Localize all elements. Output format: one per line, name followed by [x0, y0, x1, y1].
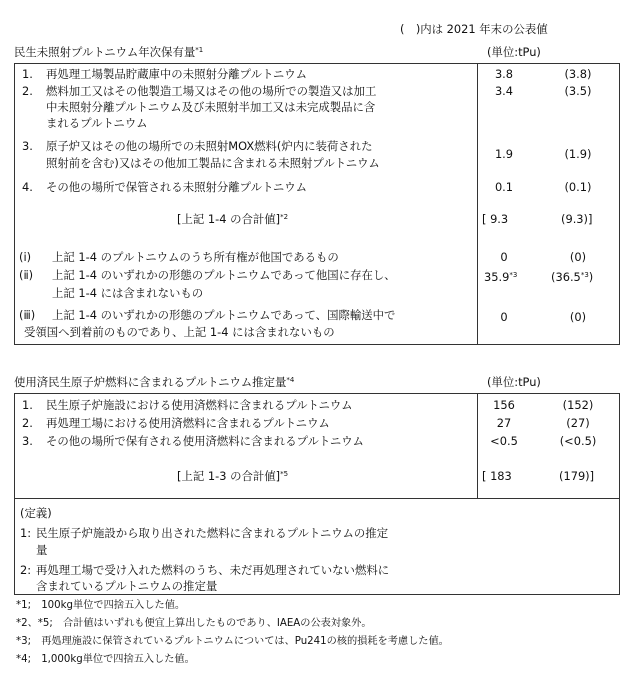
s2-item3-prev: (<0.5)	[559, 434, 597, 448]
footnote-2: *2、*5; 合計値はいずれも便宜上算出したものであり、IAEAの公表対象外。	[16, 618, 372, 629]
header-note: ( )内は 2021 年末の公表値	[400, 22, 548, 36]
section1-divider	[477, 64, 478, 344]
s1-sub1-line1: 上記 1-4 のプルトニウムのうち所有権が他国であるもの	[52, 250, 339, 264]
s2-total-prev: (179)]	[559, 469, 595, 483]
def1-num: 1:	[20, 526, 32, 540]
s1-sub2-line2: 上記 1-4 には含まれないもの	[52, 286, 204, 300]
s1-item3-num: 3.	[22, 139, 33, 153]
s2-item3-line1: その他の場所で保有される使用済燃料に含まれるプルトニウム	[46, 434, 364, 448]
footnote-3: *3; 再処理施設に保管されているプルトニウムについては、Pu241の核的損耗を考慮した値。	[16, 636, 449, 647]
s1-total-prev: (9.3)]	[561, 212, 593, 226]
def2-line1: 再処理工場で受け入れた燃料のうち、未だ再処理されていない燃料に	[36, 563, 390, 577]
s1-item3-line2: 照射前を含む)又はその他加工製品に含まれる未照射プルトニウム	[46, 156, 380, 170]
s2-item1-value: 156	[493, 398, 515, 412]
def1-line2: 量	[36, 543, 48, 557]
s1-item1-prev: (3.8)	[564, 67, 592, 81]
footnote-1: *1; 100kg単位で四捨五入した値。	[16, 600, 186, 611]
def1-line1: 民生原子炉施設から取り出された燃料に含まれるプルトニウムの推定	[36, 526, 389, 540]
s1-total-label: [上記 1-4 の合計値]$^{*2}$	[177, 212, 289, 226]
s2-total-value: [ 183	[482, 469, 512, 483]
s1-item4-prev: (0.1)	[564, 180, 592, 194]
s1-item4-value: 0.1	[494, 180, 514, 194]
s1-item2-line2: 中未照射分離プルトニウム及び未照射半加工又は未完成製品に含	[46, 100, 376, 114]
s1-item1-line1: 再処理工場製品貯蔵庫中の未照射分離プルトニウム	[46, 67, 307, 81]
s1-sub2-num: (ⅱ)	[19, 268, 34, 282]
s1-sub3-prev: (0)	[569, 310, 587, 324]
s2-item2-num: 2.	[22, 416, 33, 430]
section2-hline	[15, 498, 619, 499]
s2-item1-num: 1.	[22, 398, 33, 412]
s1-item2-line1: 燃料加工又はその他製造工場又はその他の場所での製造又は加工	[46, 84, 377, 98]
s1-item2-line3: まれるプルトニウム	[46, 116, 148, 130]
s1-sub3-line1: 上記 1-4 のいずれかの形態のプルトニウムであって、国際輸送中で	[52, 308, 396, 322]
s1-item1-value: 3.8	[494, 67, 514, 81]
s1-sub3-num: (ⅲ)	[19, 308, 36, 322]
s1-item4-num: 4.	[22, 180, 33, 194]
s2-item1-prev: (152)	[562, 398, 594, 412]
s1-sub2-value: 35.9$^{*3}$	[484, 270, 518, 284]
s2-item2-value: 27	[496, 416, 512, 430]
s1-item2-prev: (3.5)	[564, 84, 592, 98]
section2-title: 使用済民生原子炉燃料に含まれるプルトニウム推定量$^{*4}$	[14, 375, 295, 389]
footnote-4: *4; 1,000kg単位で四捨五入した値。	[16, 654, 195, 665]
s1-total-value: [ 9.3	[482, 212, 509, 226]
section2-unit: (単位:tPu)	[487, 375, 541, 389]
s1-sub1-value: 0	[500, 250, 508, 264]
s1-item3-prev: (1.9)	[564, 147, 592, 161]
section1-unit: (単位:tPu)	[487, 45, 541, 59]
s1-item1-num: 1.	[22, 67, 33, 81]
s2-item3-num: 3.	[22, 434, 33, 448]
def2-num: 2:	[20, 563, 32, 577]
s2-total-label: [上記 1-3 の合計値]$^{*5}$	[177, 469, 289, 483]
section2-divider	[477, 394, 478, 498]
s1-sub2-prev: (36.5$^{*3}$)	[551, 270, 594, 284]
s1-item2-value: 3.4	[494, 84, 514, 98]
def2-line2: 含まれているプルトニウムの推定量	[36, 579, 218, 593]
s2-item2-prev: (27)	[566, 416, 590, 430]
s1-sub2-line1: 上記 1-4 のいずれかの形態のプルトニウムであって他国に存在し、	[52, 268, 396, 282]
definition-heading: (定義)	[20, 506, 52, 520]
s2-item2-line1: 再処理工場における使用済燃料に含まれるプルトニウム	[46, 416, 330, 430]
s2-item1-line1: 民生原子炉施設における使用済燃料に含まれるプルトニウム	[46, 398, 353, 412]
s1-sub1-num: (ⅰ)	[19, 250, 32, 264]
s1-item2-num: 2.	[22, 84, 33, 98]
s1-item4-line1: その他の場所で保管される未照射分離プルトニウム	[46, 180, 307, 194]
section1-title: 民生未照射プルトニウム年次保有量$^{*1}$	[14, 45, 204, 59]
s1-sub1-prev: (0)	[569, 250, 587, 264]
s1-item3-line1: 原子炉又はその他の場所での未照射MOX燃料(炉内に装荷された	[46, 139, 373, 153]
s1-sub3-line2: 受領国へ到着前のものであり、上記 1-4 には含まれないもの	[24, 325, 335, 339]
s1-item3-value: 1.9	[494, 147, 514, 161]
s2-item3-value: <0.5	[490, 434, 518, 448]
s1-sub3-value: 0	[500, 310, 508, 324]
